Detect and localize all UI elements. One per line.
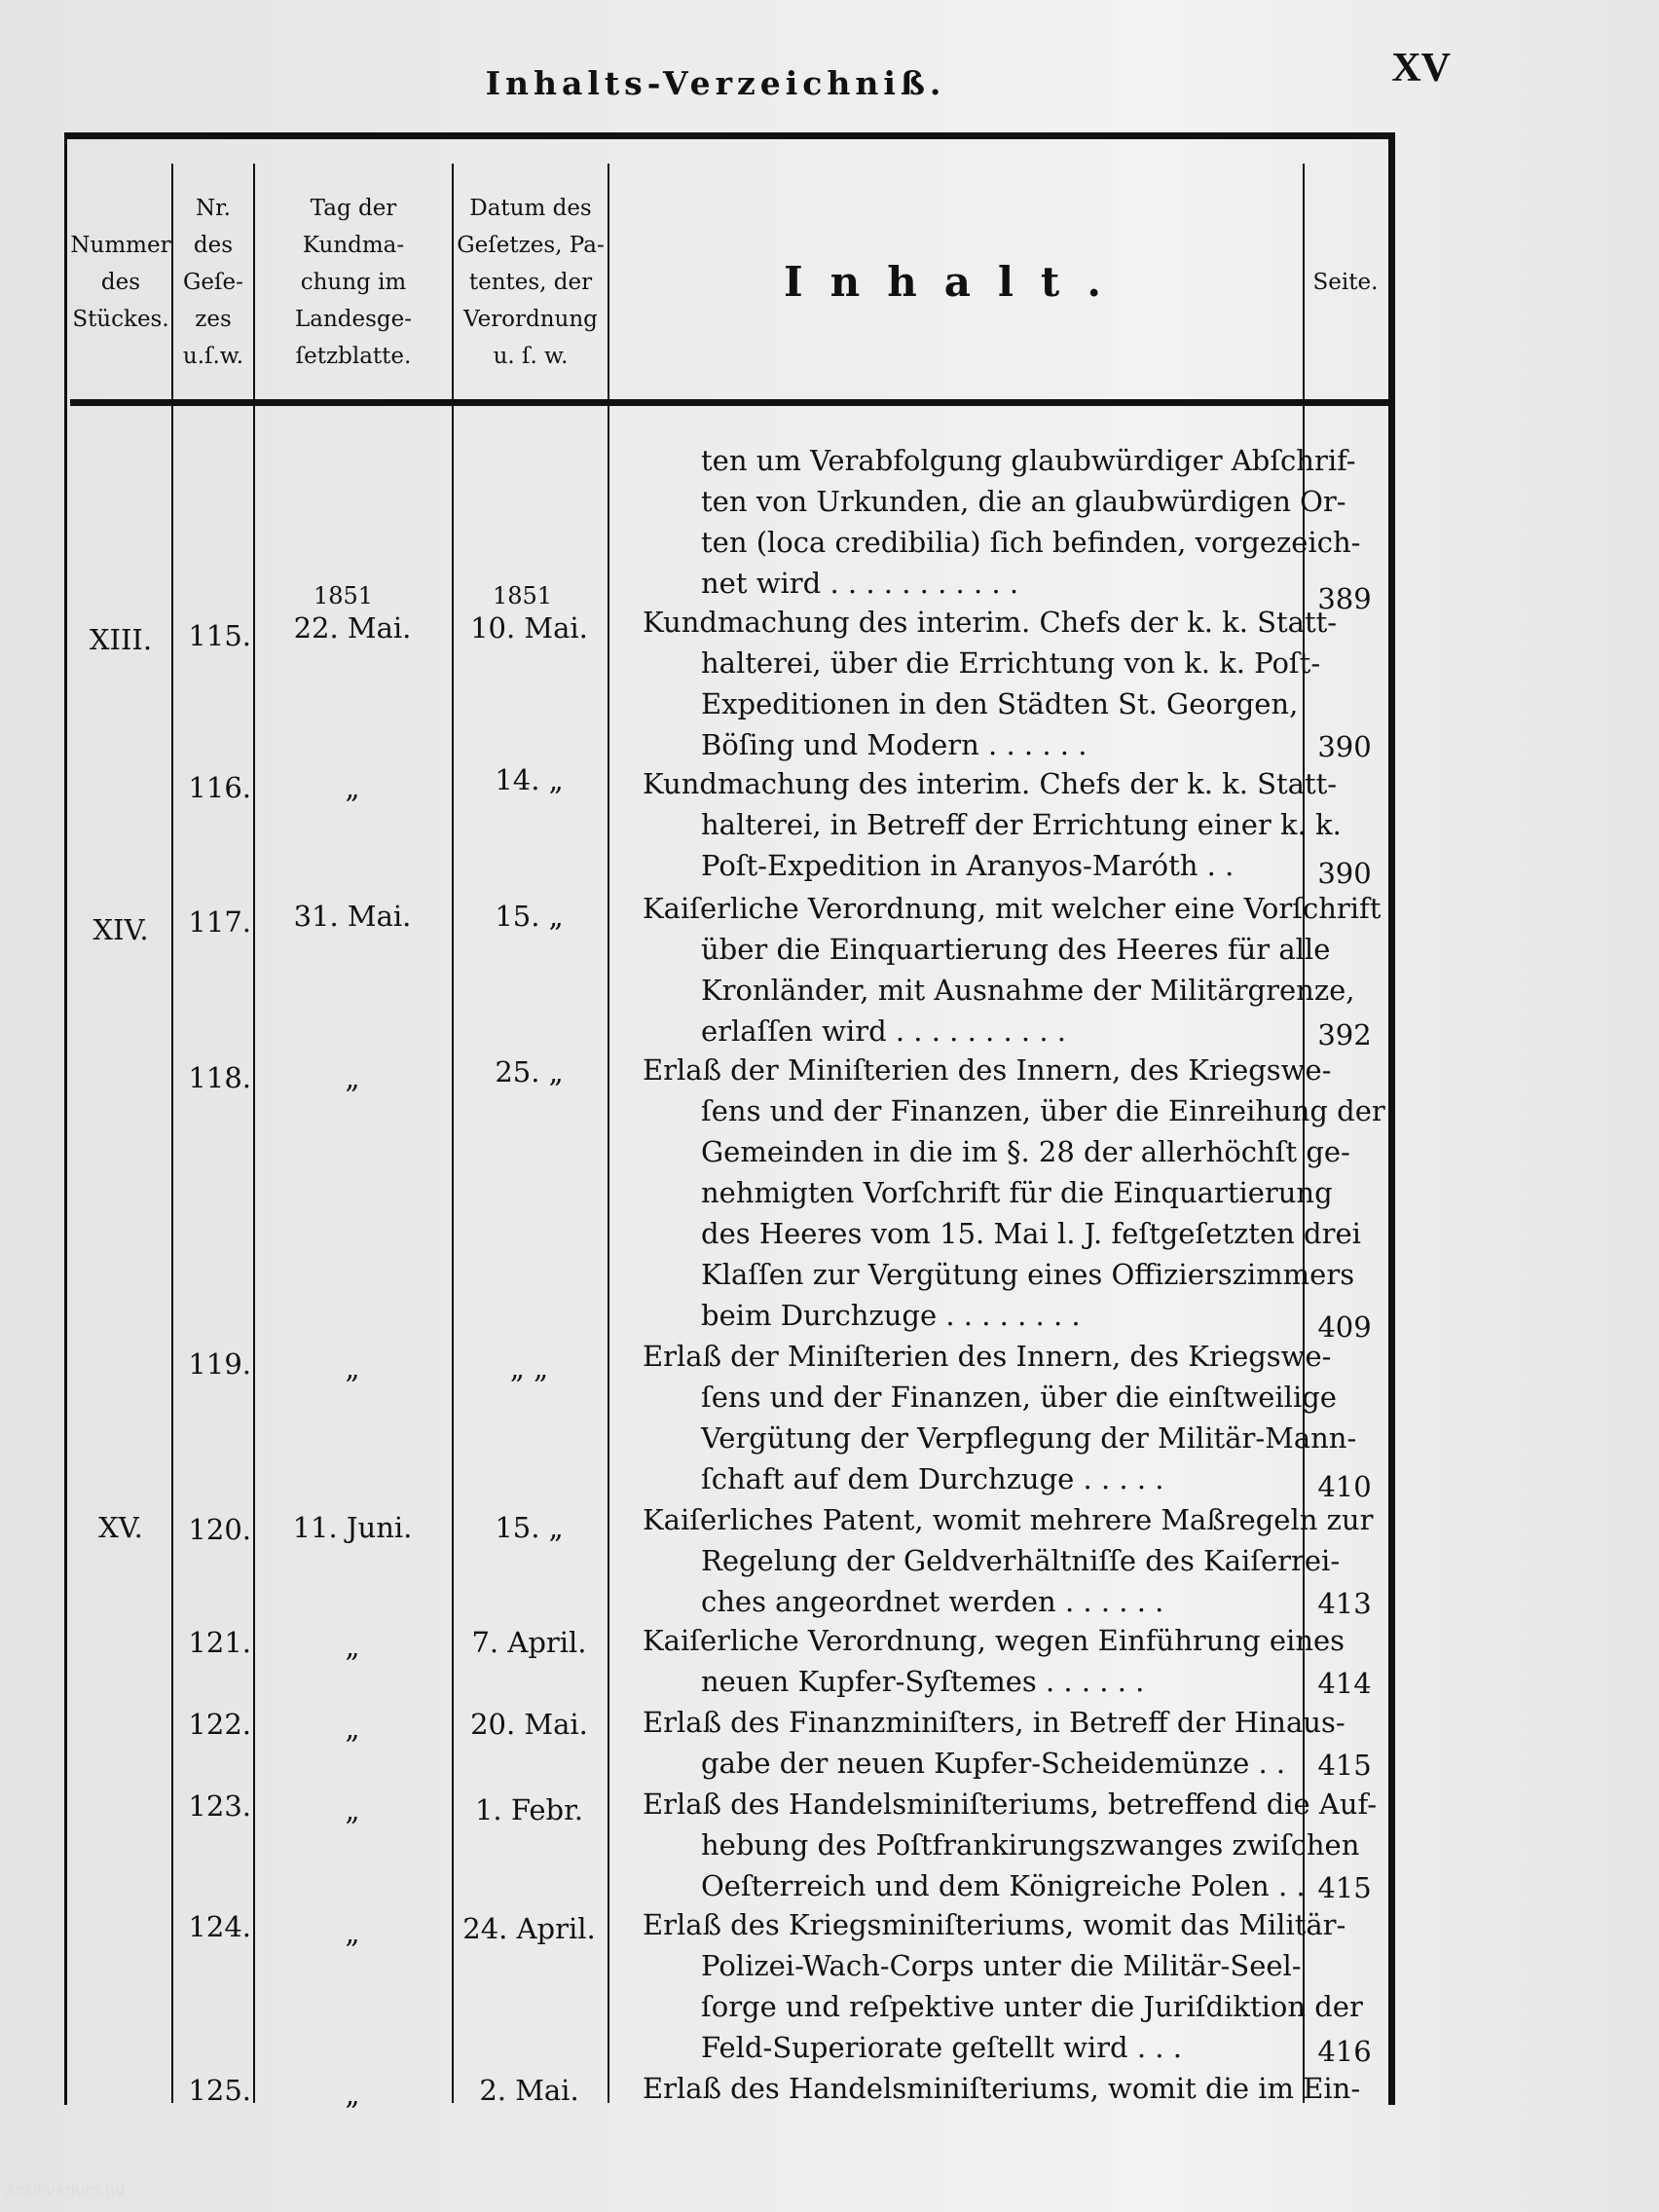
entry-page: 415 [1317,1749,1372,1782]
entry-nr: 115. [188,619,251,652]
entry-page: 413 [1317,1587,1372,1620]
entry-text: Kaiſerliche Verordnung, wegen Einführung eines neuen Kupfer-Syſtemes . . . . . . [643,1624,1346,1698]
entry-page: 409 [1317,1310,1372,1344]
entry-page: 410 [1317,1470,1372,1503]
entry-datum: 7. April. [471,1626,587,1659]
entry-text: Kaiſerliches Patent, womit mehrere Maßregeln zur Regelung der Geldverhältniſſe des Kaiſerrei- ches angeordnet werden . . . . . . [643,1503,1374,1618]
running-title: Inhalts-Verzeichniß. [485,64,946,102]
entry-tag: „ [345,1793,360,1826]
entry-datum: „ „ [509,1351,549,1384]
header-datum: Datum des Geſetzes, Pa- tentes, der Verordnung u. ſ. w. [457,196,605,369]
entry-datum: 14. „ [495,763,564,796]
entry-tag: „ [345,1351,360,1384]
entry-nr: 121. [188,1626,251,1659]
entry-datum: 15. „ [495,1511,564,1544]
year-label-tag: 1851 [313,582,374,609]
entry-datum: 24. April. [462,1912,596,1945]
entry-nr: 119. [188,1347,251,1381]
entry-page: 416 [1317,2035,1372,2068]
entry-text: Erlaß des Kriegsminiſteriums, womit das Militär- Polizei-Wach-Corps unter die Militär-Seel- ſorge und reſpektive unter die Juriſdiktion der Feld-Superiorate geſtellt wird . . . [643,1908,1363,2064]
entry-nr: 120. [188,1513,251,1546]
header-tag: Tag der Kundma- chung im Landesge- ſetzblatte. [294,196,413,369]
watermark: Antikvárium.hu [6,2181,126,2199]
entry-datum: 20. Mai. [470,1708,588,1741]
header-stueck: Nummer des Stückes. [70,233,171,332]
entry-tag: „ [345,1916,360,1949]
entry-text: ten um Verabfolgung glaubwürdiger Abſchrif- ten von Urkunden, die an glaubwürdigen Or- ten (loca credibilia) ſich befinden, vorgezeich- net wird . . . . . . . . . . . [701,444,1361,600]
entry-page: 390 [1317,857,1372,890]
entry-stueck: XIII. [89,623,153,656]
entry-stueck: XV. [98,1511,143,1544]
entry-nr: 122. [188,1708,251,1741]
page-number: XV [1391,46,1451,91]
entry-text: Erlaß des Handelsminiſteriums, betreffend die Auf- hebung des Poſtfrankirungszwanges zwiſchen Oeſterreich und dem Königreiche Polen . . [643,1788,1378,1902]
entry-datum: 1. Febr. [474,1793,584,1826]
header-rule [70,399,1392,406]
entry-page: 392 [1317,1018,1372,1051]
entry-tag: „ [345,1630,360,1663]
entry-datum: 25. „ [495,1055,564,1088]
header-seite: Seite. [1312,270,1379,295]
entry-nr: 117. [188,905,251,939]
entry-tag: „ [345,1061,360,1094]
entry-text: Erlaß der Miniſterien des Innern, des Kriegswe- ſens und der Finanzen, über die Einreihung der Gemeinden in die im §. 28 der allerhöchſt ge- nehmigten Vorſchrift für die Einquartierung des Heeres vom 15. Mai l. J. feſtgeſetzten drei Klaſſen zur Vergütung eines Offizierszimmers beim Durchzuge . . . . . . . . [643,1053,1385,1332]
entry-tag: „ [345,1712,360,1745]
entry-text: Erlaß des Finanzminiſters, in Betreff der Hinaus- gabe der neuen Kupfer-Scheidemünze . . [643,1706,1346,1780]
entry-datum: 10. Mai. [470,611,588,645]
entry-tag: 22. Mai. [293,611,412,645]
entry-nr: 116. [188,771,251,804]
entry-page: 414 [1317,1667,1372,1700]
entry-nr: 125. [188,2074,251,2107]
header-nr: Nr. des Geſe- zes u.ſ.w. [182,196,244,369]
entry-tag: 11. Juni. [292,1511,413,1544]
column-rule [608,164,609,2103]
entry-page: 390 [1317,730,1372,763]
entry-stueck: XIV. [92,913,149,946]
header-inhalt: Inhalt. [784,258,1128,306]
entry-text: Kundmachung des interim. Chefs der k. k. Statt- halterei, über die Errichtung von k. k. Poſt- Expeditionen in den Städten St. Georgen, Böſing und Modern . . . . . . [643,606,1338,761]
entry-page: 415 [1317,1871,1372,1904]
entry-text: Kaiſerliche Verordnung, mit welcher eine Vorſchrift über die Einquartierung des Heeres für alle Kronländer, mit Ausnahme der Militärgrenze, erlaſſen wird . . . . . . . . . . [643,892,1382,1048]
entry-tag: 31. Mai. [293,900,412,933]
entry-datum: 15. „ [495,900,564,933]
year-label-datum: 1851 [493,582,553,609]
entry-text: Kundmachung des interim. Chefs der k. k. Statt- halterei, in Betreff der Errichtung einer k. k. Poſt-Expedition in Aranyos-Maróth . . [643,767,1342,882]
entry-nr: 118. [188,1061,251,1094]
entry-datum: 2. Mai. [479,2074,579,2107]
entry-nr: 124. [188,1910,251,1943]
entry-tag: „ [345,771,360,804]
entry-nr: 123. [188,1789,251,1823]
entry-text: Erlaß der Miniſterien des Innern, des Kriegswe- ſens und der Finanzen, über die einſtweilige Vergütung der Verpflegung der Militär-Mann- ſchaft auf dem Durchzuge . . . . . [643,1340,1357,1495]
entry-tag: „ [345,2078,360,2111]
entry-page: 389 [1317,582,1372,615]
entry-text: Erlaß des Handelsminiſteriums, womit die im Ein- [643,2072,1361,2105]
